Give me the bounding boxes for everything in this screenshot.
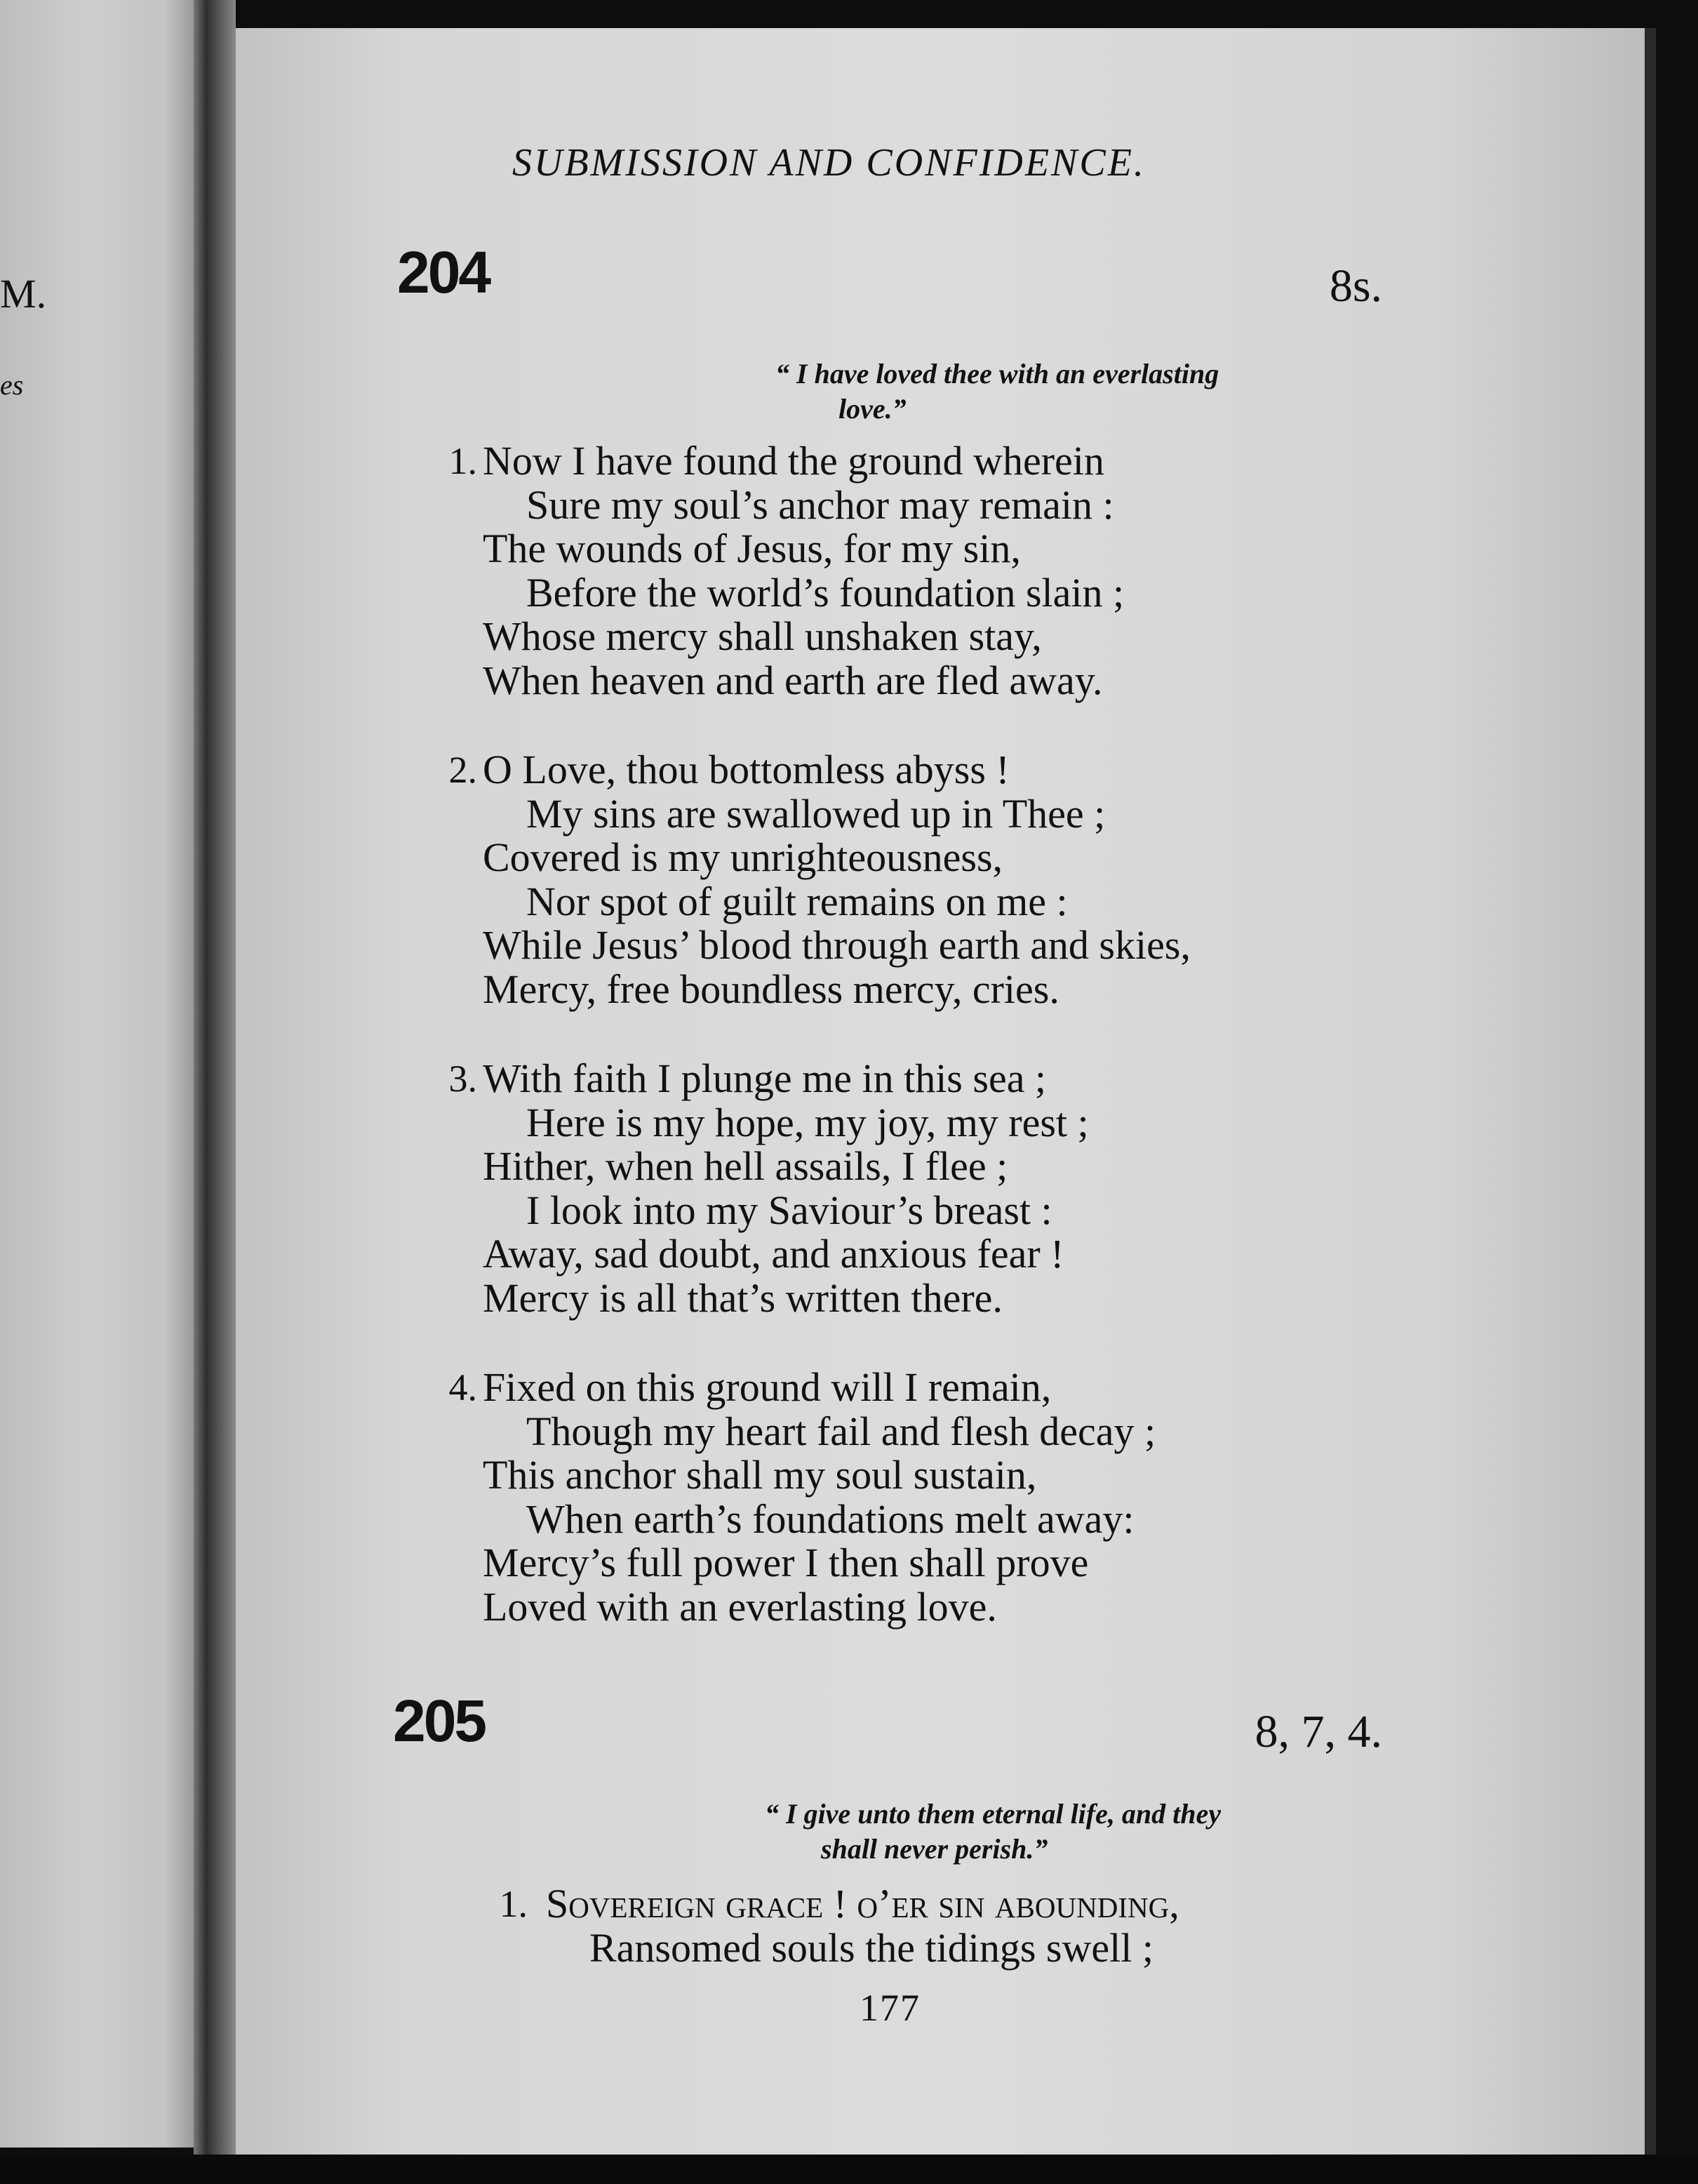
page-number: 177	[860, 1987, 921, 2029]
verse-line: Sovereign grace ! o’er sin abounding,	[546, 1881, 1179, 1926]
verse-line: Covered is my unrighteousness,	[483, 834, 1003, 881]
verse-line: Mercy is all that’s written there.	[483, 1274, 1003, 1321]
verse-line: The wounds of Jesus, for my sin,	[483, 526, 1021, 572]
verse-line: Sure my soul’s anchor may remain :	[526, 481, 1114, 528]
verse-line: Now I have found the ground wherein	[483, 438, 1104, 484]
verse-number: 1.	[499, 1883, 528, 1925]
verse-number: 2.	[448, 749, 477, 791]
verse-number: 3.	[448, 1058, 477, 1100]
verse-line: Here is my hope, my joy, my rest ;	[526, 1099, 1089, 1145]
hymn-epigraph-205	[765, 1797, 1221, 1867]
verse-204-4	[0, 1366, 1698, 1630]
verse-line: Away, sad doubt, and anxious fear !	[483, 1231, 1064, 1277]
verse-line: Mercy, free boundless mercy, cries.	[483, 966, 1059, 1012]
verse-line: Loved with an everlasting love.	[483, 1583, 997, 1630]
facing-page-fragment-top: M.	[0, 271, 47, 317]
verse-204-1	[0, 439, 1698, 703]
verse-number: 1.	[448, 440, 477, 482]
verse-line: Hither, when hell assails, I flee ;	[483, 1143, 1008, 1190]
verse-line: Mercy’s full power I then shall prove	[483, 1540, 1089, 1586]
epigraph-line-2: love.”	[838, 393, 907, 425]
verse-line: With faith I plunge me in this sea ;	[483, 1056, 1047, 1101]
verse-line: My sins are swallowed up in Thee ;	[526, 790, 1106, 837]
verse-205-1	[0, 1882, 1698, 1970]
verse-number: 4.	[448, 1366, 477, 1409]
verse-line: Before the world’s foundation slain ;	[526, 569, 1125, 615]
verse-line: Fixed on this ground will I remain,	[483, 1364, 1052, 1410]
hymn-epigraph-204	[775, 357, 1219, 427]
verse-line: This anchor shall my soul sustain,	[483, 1452, 1037, 1498]
verse-204-2	[0, 748, 1698, 1012]
running-head: SUBMISSION AND CONFIDENCE.	[512, 141, 1146, 185]
verse-line: Though my heart fail and flesh decay ;	[526, 1408, 1156, 1454]
epigraph-line-1: “ I have loved thee with an everlasting	[775, 358, 1219, 389]
facing-page-fragment-bottom: es	[0, 369, 24, 401]
verse-line: I look into my Saviour’s breast :	[526, 1187, 1052, 1233]
hymn-meter-204: 8s.	[1329, 260, 1382, 312]
verse-line: When earth’s foundations melt away:	[526, 1496, 1135, 1542]
hymn-meter-205: 8, 7, 4.	[1255, 1706, 1382, 1757]
verse-line: O Love, thou bottomless abyss !	[483, 747, 1010, 792]
verse-line: Nor spot of guilt remains on me :	[526, 878, 1068, 924]
hymn-number-205: 205	[393, 1688, 486, 1754]
hymn-number-204: 204	[397, 239, 490, 305]
verse-204-3	[0, 1057, 1698, 1321]
verse-line: While Jesus’ blood through earth and skies,	[483, 922, 1191, 968]
verse-line: Ransomed souls the tidings swell ;	[589, 1924, 1154, 1971]
verse-line: When heaven and earth are fled away.	[483, 657, 1103, 703]
epigraph-line-1: “ I give unto them eternal life, and they	[765, 1798, 1221, 1830]
verse-line: Whose mercy shall unshaken stay,	[483, 613, 1042, 660]
epigraph-line-2: shall never perish.”	[821, 1833, 1048, 1865]
scan-border	[0, 2155, 1698, 2184]
